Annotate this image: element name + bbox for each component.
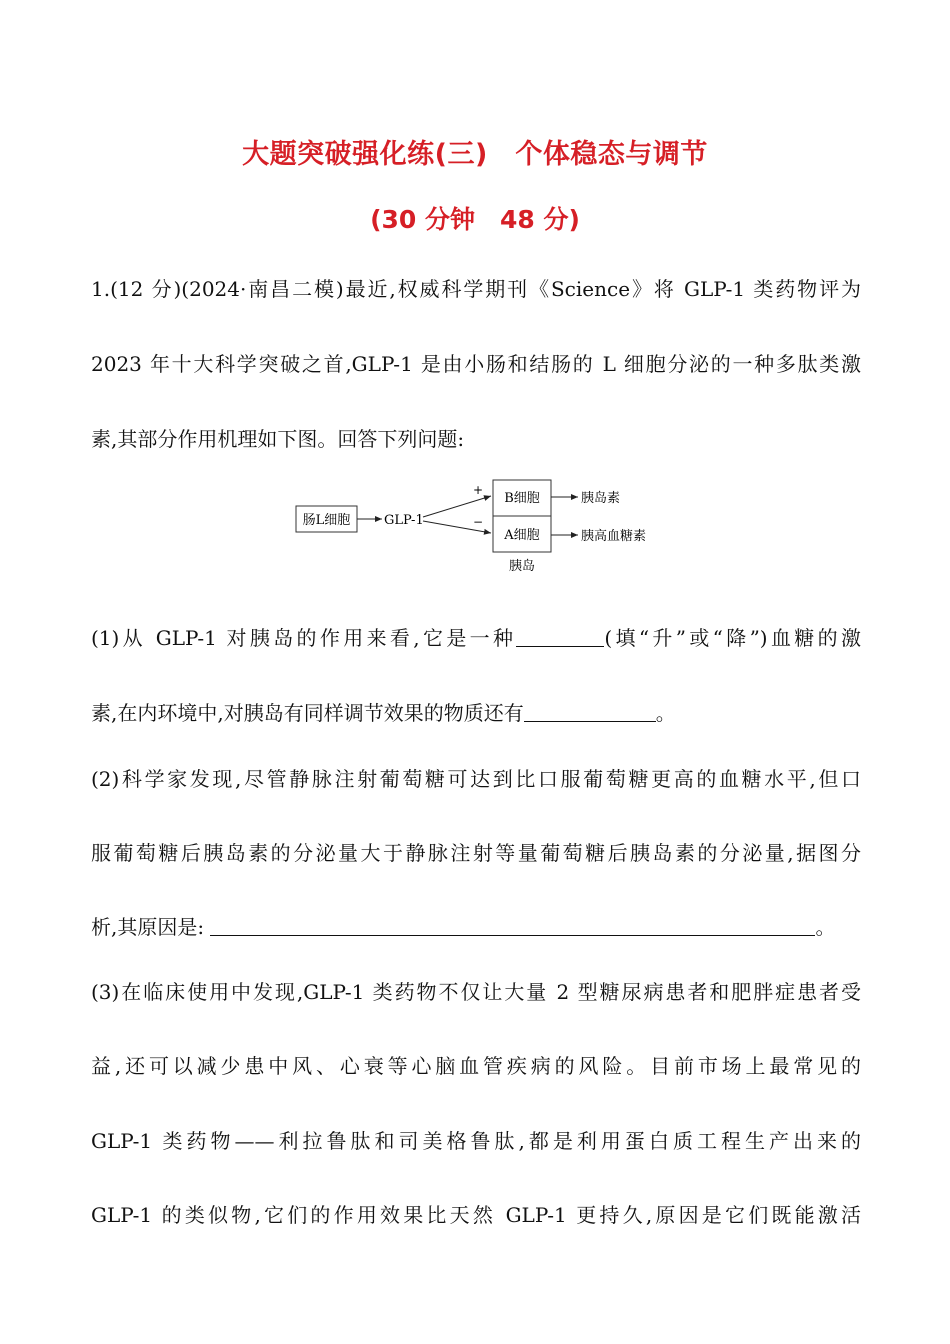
sub2-line3-text: 析,其原因是: [91,915,211,939]
sub1-text-after-blank: (填“升”或“降”)血糖的激 [604,626,861,650]
sub1-line2-text: 素,在内环境中,对胰岛有同样调节效果的物质还有 [91,701,524,725]
sub-question-2-line-2: 服葡萄糖后胰岛素的分泌量大于静脉注射等量葡萄糖后胰岛素的分泌量,据图分 [91,841,861,865]
answer-blank-3[interactable] [210,915,815,936]
glucagon-label: 胰高血糖素 [581,529,647,544]
answer-blank-1[interactable] [516,626,604,647]
sub2-line3-end: 。 [815,915,836,939]
question-1-line-1: 1.(12 分)(2024·南昌二模)最近,权威科学期刊《Science》将 GLP-1 类药物评为 [91,277,861,301]
intestinal-l-cell-label: 肠L细胞 [302,513,351,528]
question-1-line-3: 素,其部分作用机理如下图。回答下列问题: [91,427,465,451]
sub-question-2-line-1: (2)科学家发现,尽管静脉注射葡萄糖可达到比口服葡萄糖更高的血糖水平,但口 [91,767,861,791]
sub1-text-before-blank: (1)从 GLP-1 对胰岛的作用来看,它是一种 [91,626,517,650]
sub-question-3-line-2: 益,还可以减少患中风、心衰等心脑血管疾病的风险。目前市场上最常见的 [91,1054,861,1078]
sub1-line2-end: 。 [655,701,676,725]
islet-label: 胰岛 [508,559,536,574]
sub-question-1-line-2 [91,697,861,726]
a-cell-label: A细胞 [504,528,540,543]
glp1-label: GLP-1 [384,513,424,528]
sub-question-3-line-1: (3)在临床使用中发现,GLP-1 类药物不仅让大量 2 型糖尿病患者和肥胖症患者受 [91,980,861,1004]
page-subtitle: (30 分钟 48 分) [370,205,580,234]
plus-sign: + [473,483,484,497]
sub-question-3-line-3: GLP-1 类药物——利拉鲁肽和司美格鲁肽,都是利用蛋白质工程生产出来的 [91,1129,861,1153]
sub-question-1-line-1 [91,622,861,651]
b-cell-label: B细胞 [504,491,540,506]
insulin-label: 胰岛素 [581,491,621,506]
sub-question-3-line-4: GLP-1 的类似物,它们的作用效果比天然 GLP-1 更持久,原因是它们既能激活 [91,1203,861,1227]
minus-sign: − [473,515,484,529]
page-title: 大题突破强化练(三) 个体稳态与调节 [242,139,708,170]
sub-question-2-line-3 [91,911,861,940]
question-1-line-2: 2023 年十大科学突破之首,GLP-1 是由小肠和结肠的 L 细胞分泌的一种多肽类激 [91,352,861,376]
arrow-to-b-cell [423,496,491,517]
mechanism-diagram [290,478,670,578]
answer-blank-2[interactable] [524,701,656,722]
